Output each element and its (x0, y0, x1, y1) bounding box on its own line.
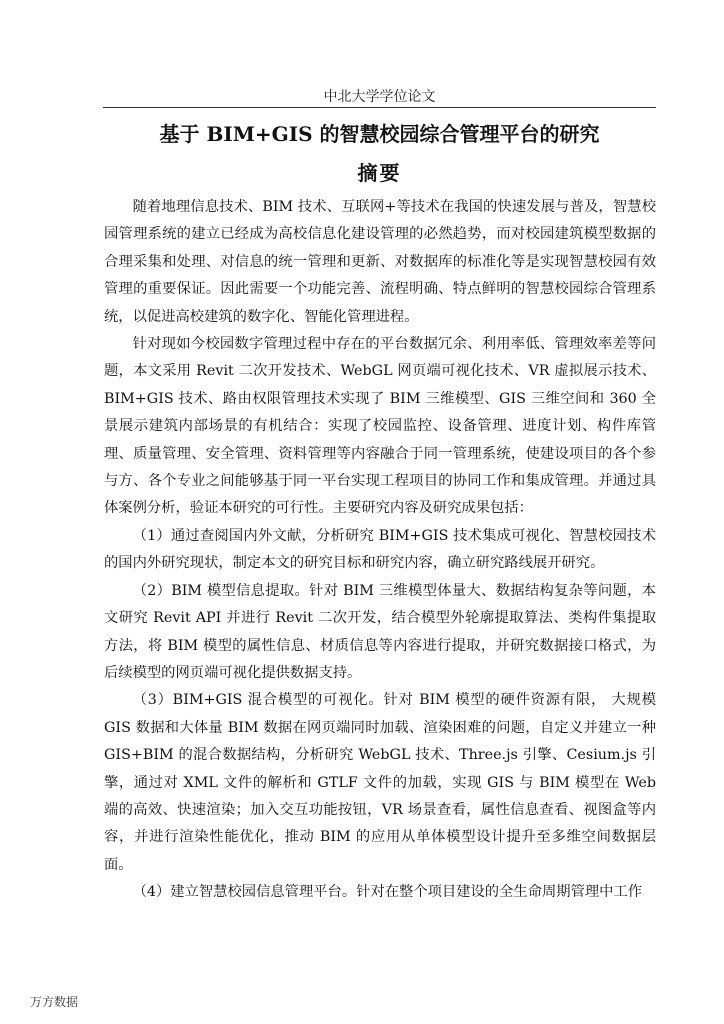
paragraph-item-3: （3）BIM+GIS 混合模型的可视化。针对 BIM 模型的硬件资源有限， 大规模 GIS 数据和大体量 BIM 数据在网页端同时加载、渲染困难的问题，自定义并建立一种 GIS+BIM 的混合数据结构，分析研究 WebGL 技术、Three.js 引擎、Cesium.js 引擎，通过对 XML 文件的解析和 GTLF 文件的加载，实现 GIS 与 BIM 模型在 Web 端的高效、快速渲染；加入交互功能按钮，VR 场景查看，属性信息查看、视图盒等内容，并进行渲染性能优化，推动 BIM 的应用从单体模型设计提升至多维空间数据层面。 (104, 692, 656, 873)
running-header: 中北大学学位论文 (323, 89, 436, 105)
paragraph-background: 随着地理信息技术、BIM 技术、互联网+等技术在我国的快速发展与普及，智慧校园管理系统的建立已经成为高校信息化建设管理的必然趋势，而对校园建筑模型数据的合理采集和处理、对信息的统一管理和更新、对数据库的标准化等是实现智慧校园有效管理的重要保证。因此需要一个功能完善、流程明确、特点鲜明的智慧校园综合管理系统，以促进高校建筑的数字化、智能化管理进程。 (104, 199, 656, 325)
footer-watermark: 万方数据 (30, 995, 79, 1009)
paragraph-approach: 针对现如今校园数字管理过程中存在的平台数据冗余、利用率低、管理效率差等问题，本文采用 Revit 二次开发技术、WebGL 网页端可视化技术、VR 虚拟展示技术、BIM+GIS 技术、路由权限管理技术实现了 BIM 三维模型、GIS 三维空间和 360 全景展示建筑内部场景的有机结合：实现了校园监控、设备管理、进度计划、构件库管理、质量管理、安全管理、资料管理等内容融合于同一管理系统，使建设项目的各个参与方、各个专业之间能够基于同一平台实现工程项目的协同工作和集成管理。并通过具体案例分析，验证本研究的可行性。主要研究内容及研究成果包括： (104, 336, 656, 517)
paragraph-item-1: （1）通过查阅国内外文献，分析研究 BIM+GIS 技术集成可视化、智慧校园技术的国内外研究现状，制定本文的研究目标和研究内容，确立研究路线展开研究。 (104, 527, 656, 572)
paragraph-item-2: （2）BIM 模型信息提取。针对 BIM 三维模型体量大、数据结构复杂等问题，本文研究 Revit API 并进行 Revit 二次开发，结合模型外轮廓提取算法、类构件集提取方法，将 BIM 模型的属性信息、材质信息等内容进行提取，并研究数据接口格式，为后续模型的网页端可视化提供数据支持。 (104, 582, 656, 681)
paragraph-item-4: （4）建立智慧校园信息管理平台。针对在整个项目建设的全生命周期管理中工作 (132, 884, 643, 901)
header-rule (103, 107, 656, 108)
thesis-title: 基于 BIM+GIS 的智慧校园综合管理平台的研究 (159, 122, 600, 146)
abstract-body (104, 194, 656, 907)
abstract-heading: 摘要 (357, 161, 402, 185)
